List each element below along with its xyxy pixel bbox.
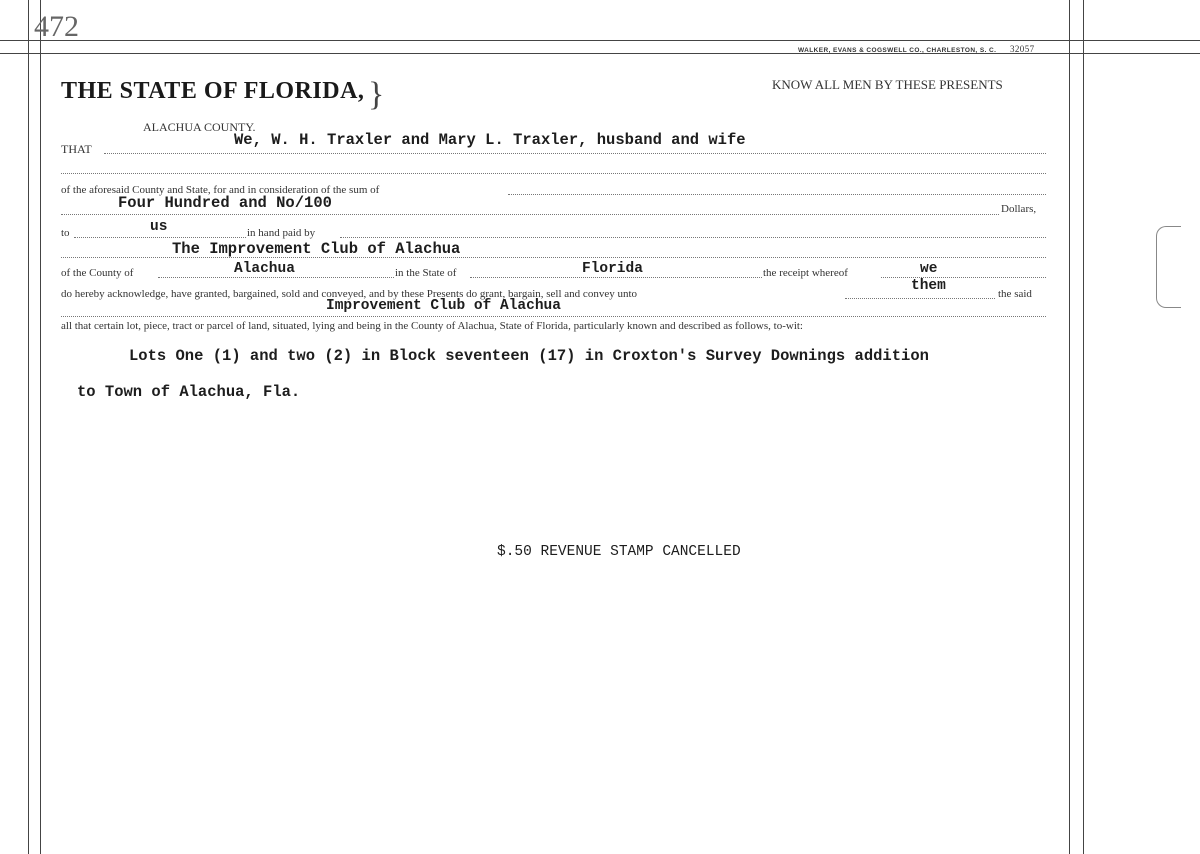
printer-line: WALKER, EVANS & COGSWELL CO., CHARLESTON, S. C. bbox=[798, 47, 997, 54]
grantee-fill-line bbox=[61, 257, 1046, 258]
revenue-stamp-note: $.50 REVENUE STAMP CANCELLED bbox=[497, 544, 741, 560]
paid-by-fill-line bbox=[340, 237, 1046, 238]
receipt-fill-line bbox=[881, 277, 1046, 278]
know-all-heading: KNOW ALL MEN BY THESE PRESENTS bbox=[772, 77, 1003, 92]
right-margin-line-outer bbox=[1083, 0, 1084, 854]
county-heading: ALACHUA COUNTY. bbox=[143, 120, 256, 134]
receipt-label: the receipt whereof bbox=[763, 267, 848, 279]
page-number: 472 bbox=[34, 10, 79, 43]
county-fill-line bbox=[158, 277, 394, 278]
left-margin-line-inner bbox=[40, 0, 41, 854]
paid-by-label: in hand paid by bbox=[247, 227, 316, 239]
consideration-label: of the aforesaid County and State, for and in consideration of the sum of bbox=[61, 184, 380, 196]
top-rule-1 bbox=[0, 40, 1200, 41]
description-line-1: Lots One (1) and two (2) in Block seventeen (17) in Croxton's Survey Downings addition bbox=[129, 347, 929, 365]
consideration-fill-line bbox=[508, 194, 1046, 195]
county-value: Alachua bbox=[234, 261, 295, 277]
that-label: THAT bbox=[61, 142, 92, 156]
binder-tab bbox=[1156, 226, 1181, 308]
convey-fill-line bbox=[845, 298, 995, 299]
grantors-value: We, W. H. Traxler and Mary L. Traxler, husband and wife bbox=[234, 131, 746, 149]
title-brace: } bbox=[368, 76, 385, 113]
dollars-label: Dollars, bbox=[1001, 203, 1037, 215]
description-line-2: to Town of Alachua, Fla. bbox=[77, 383, 301, 401]
payee-value: us bbox=[150, 219, 168, 235]
grantee-value: The Improvement Club of Alachua bbox=[172, 240, 461, 258]
state-title: THE STATE OF FLORIDA, bbox=[61, 78, 365, 104]
state-value: Florida bbox=[582, 261, 643, 277]
receipt-value: we bbox=[920, 261, 938, 277]
state-label: in the State of bbox=[395, 267, 457, 279]
right-margin-line-inner bbox=[1069, 0, 1070, 854]
said-grantee-fill-line bbox=[61, 316, 1046, 317]
convey-value: them bbox=[911, 278, 946, 294]
state-fill-line bbox=[470, 277, 762, 278]
acknowledge-label: do hereby acknowledge, have granted, bargained, sold and conveyed, and by these Presents do grant, bargain, sell and convey unto bbox=[61, 288, 638, 300]
the-said-label: the said bbox=[998, 288, 1032, 300]
form-number: 32057 bbox=[1010, 44, 1035, 54]
left-margin-line-outer bbox=[28, 0, 29, 854]
blank-fill-line bbox=[61, 173, 1046, 174]
said-grantee-value: Improvement Club of Alachua bbox=[326, 298, 561, 314]
that-fill-line bbox=[104, 153, 1046, 154]
amount-fill-line bbox=[61, 214, 999, 215]
land-label: all that certain lot, piece, tract or parcel of land, situated, lying and being in the County of Alachua, State of Florida, particularly known and described as follows, to-wit: bbox=[61, 320, 803, 332]
amount-value: Four Hundred and No/100 bbox=[118, 194, 332, 212]
county-label: of the County of bbox=[61, 267, 134, 279]
payee-fill-line bbox=[74, 237, 246, 238]
to-label: to bbox=[61, 227, 70, 239]
